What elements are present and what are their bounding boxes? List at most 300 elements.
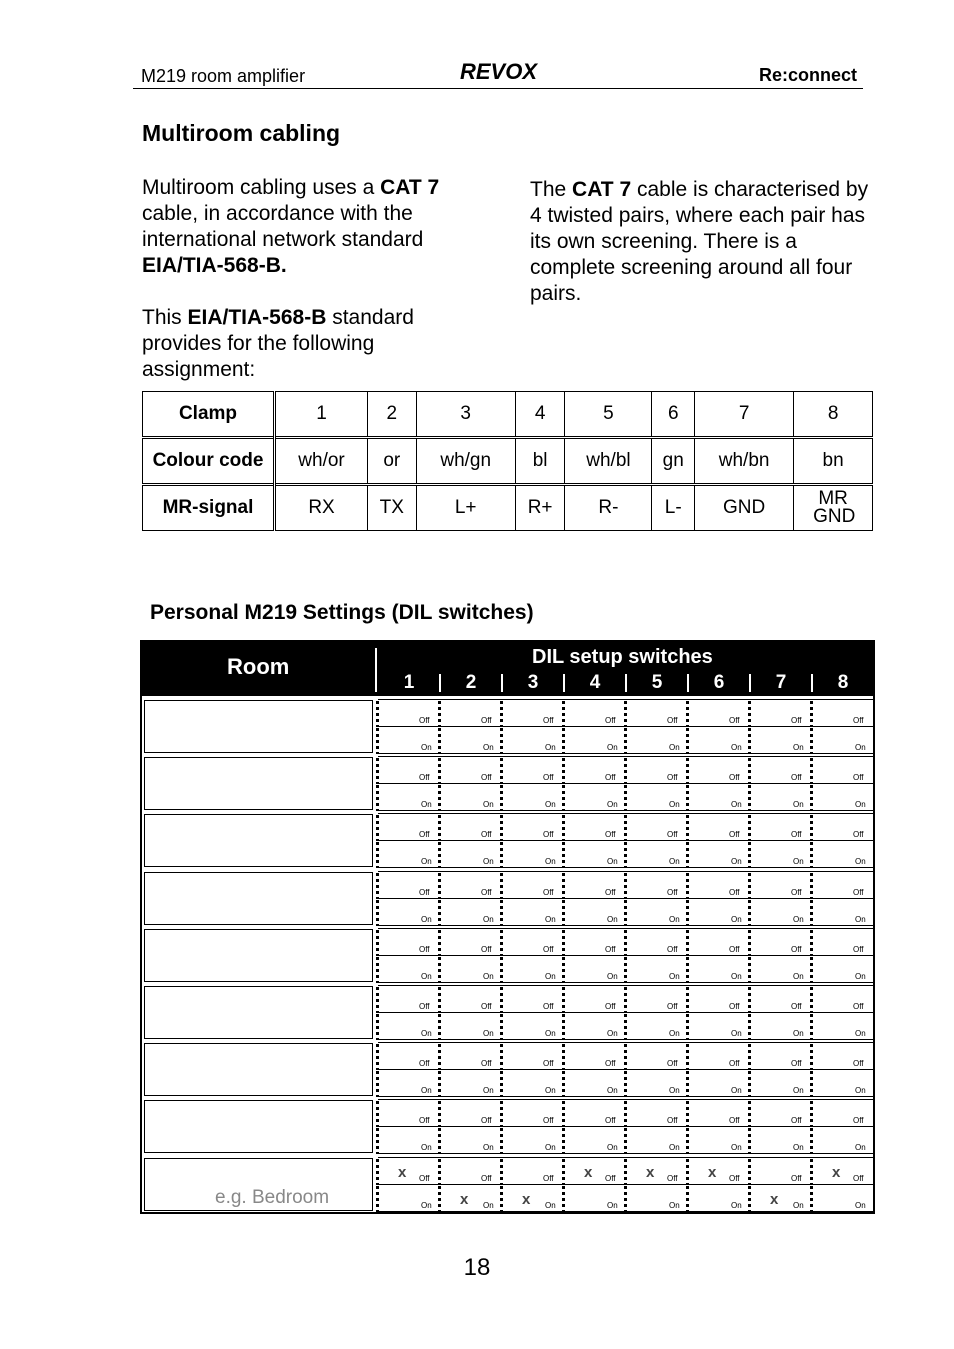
assignment-cell: 3 [416, 392, 515, 438]
switch-slot [624, 957, 627, 983]
room-name-cell[interactable] [144, 929, 373, 982]
switch-slot [686, 1128, 689, 1154]
switch-number: 6 [713, 672, 725, 693]
on-label[interactable]: On [793, 971, 804, 981]
switch-slot [624, 900, 627, 926]
on-label[interactable]: On [731, 857, 742, 867]
on-label[interactable]: On [421, 1200, 432, 1210]
switch-x-mark: x [460, 1190, 469, 1208]
off-label[interactable]: Off [729, 1002, 740, 1011]
off-label[interactable]: Off [543, 887, 554, 897]
off-label[interactable]: Off [853, 1173, 864, 1183]
switch-slot [748, 1101, 751, 1127]
on-label[interactable]: On [421, 800, 432, 810]
switch-slot [438, 1044, 441, 1070]
switch-slot [438, 1014, 441, 1040]
switch-slot [562, 815, 565, 841]
section-title: Multiroom cabling [142, 120, 341, 146]
on-label[interactable]: On [421, 1086, 432, 1096]
settings-row [142, 870, 873, 927]
switch-slot [686, 842, 689, 868]
switch-slot [562, 930, 565, 956]
off-label[interactable]: Off [419, 1059, 430, 1069]
off-label[interactable]: Off [543, 773, 554, 783]
switch-slot [438, 987, 441, 1013]
switch-x-mark: x [584, 1163, 593, 1181]
off-label[interactable]: Off [605, 773, 616, 783]
off-label[interactable]: Off [419, 1116, 430, 1126]
revox-logo [458, 58, 553, 84]
switch-slot [810, 1159, 813, 1185]
on-label[interactable]: On [483, 857, 494, 867]
off-label[interactable]: Off [605, 830, 616, 840]
off-label[interactable]: Off [481, 716, 492, 725]
on-label[interactable]: On [731, 1086, 742, 1096]
off-label[interactable]: Off [543, 944, 554, 954]
on-label[interactable]: On [607, 1086, 618, 1096]
on-label[interactable]: On [855, 1086, 866, 1096]
number-separator [439, 674, 441, 692]
off-label[interactable]: Off [791, 1002, 802, 1011]
assignment-cell: wh/bl [565, 438, 652, 485]
page-number: 18 [463, 1254, 491, 1281]
on-label[interactable]: On [545, 1200, 556, 1210]
switch-slot [748, 1071, 751, 1097]
switch-slot [810, 1128, 813, 1154]
on-label[interactable]: On [421, 1143, 432, 1153]
off-label[interactable]: Off [481, 1059, 492, 1069]
switch-slot [810, 1186, 813, 1212]
room-name-cell[interactable] [144, 1100, 373, 1153]
off-label[interactable]: Off [853, 944, 864, 954]
off-label[interactable]: Off [729, 773, 740, 783]
switch-slot [810, 987, 813, 1013]
room-name-cell[interactable] [144, 814, 373, 867]
switch-slot [748, 1186, 751, 1212]
off-label[interactable]: Off [791, 887, 802, 897]
on-label[interactable]: On [421, 743, 432, 752]
switch-slot [562, 842, 565, 868]
off-label[interactable]: Off [419, 1173, 430, 1183]
room-name-cell[interactable] [144, 700, 373, 753]
row-line [378, 1042, 873, 1043]
off-label[interactable]: Off [791, 1059, 802, 1069]
on-label[interactable]: On [793, 1029, 804, 1038]
switch-x-mark: x [398, 1163, 407, 1181]
row-line [378, 699, 873, 700]
switch-slot [376, 785, 379, 811]
off-label[interactable]: Off [667, 773, 678, 783]
switch-slot [562, 1044, 565, 1070]
off-label[interactable]: Off [853, 1059, 864, 1069]
switch-slot [562, 728, 565, 754]
on-label[interactable]: On [483, 1086, 494, 1096]
switch-slot [624, 1159, 627, 1185]
on-label[interactable]: On [855, 971, 866, 981]
example-room-name: e.g. Bedroom [215, 1186, 330, 1208]
switch-slot [376, 900, 379, 926]
on-label[interactable]: On [545, 1143, 556, 1153]
off-label[interactable]: Off [419, 1002, 430, 1011]
off-label[interactable]: Off [605, 1173, 616, 1183]
on-label[interactable]: On [421, 971, 432, 981]
room-name-cell[interactable] [144, 1158, 373, 1211]
switch-slot [376, 842, 379, 868]
switch-number: 2 [465, 672, 477, 693]
off-label[interactable]: Off [791, 830, 802, 840]
assignment-cell: bn [794, 438, 873, 485]
switch-slot [810, 815, 813, 841]
switch-slot [686, 987, 689, 1013]
off-label[interactable]: Off [791, 1173, 802, 1183]
dil-table-header [142, 642, 873, 696]
off-label[interactable]: Off [729, 1059, 740, 1069]
switch-slot [376, 815, 379, 841]
switch-slot [624, 1101, 627, 1127]
assignment-cell: wh/gn [416, 438, 515, 485]
switch-slot [686, 758, 689, 784]
on-label[interactable]: On [421, 857, 432, 867]
switch-slot [810, 701, 813, 727]
assignment-cell: or [368, 438, 417, 485]
svg-text:REVOX: REVOX [460, 59, 538, 84]
off-label[interactable]: Off [543, 1002, 554, 1011]
switch-slot [562, 1128, 565, 1154]
switch-slot [562, 785, 565, 811]
switch-slot [376, 1159, 379, 1185]
off-label[interactable]: Off [667, 887, 678, 897]
assignment-cell: R+ [515, 485, 565, 531]
on-label[interactable]: On [731, 971, 742, 981]
on-label[interactable]: On [731, 1200, 742, 1210]
switch-number: 1 [403, 672, 415, 693]
on-label[interactable]: On [607, 1200, 618, 1210]
off-label[interactable]: Off [543, 1059, 554, 1069]
number-separator [625, 674, 627, 692]
switch-slot [500, 1014, 503, 1040]
off-label[interactable]: Off [419, 716, 430, 725]
switch-slot [562, 957, 565, 983]
on-label[interactable]: On [669, 1143, 680, 1153]
off-label[interactable]: Off [667, 1002, 678, 1011]
on-label[interactable]: On [669, 1200, 680, 1210]
assignment-cell: wh/bn [694, 438, 793, 485]
on-label[interactable]: On [731, 1143, 742, 1153]
switch-slot [438, 842, 441, 868]
switch-slot [624, 728, 627, 754]
off-label[interactable]: Off [667, 1059, 678, 1069]
on-label[interactable]: On [855, 1143, 866, 1153]
off-label[interactable]: Off [729, 944, 740, 954]
row-line [378, 928, 873, 929]
switch-slot [748, 987, 751, 1013]
off-label[interactable]: Off [853, 830, 864, 840]
on-label[interactable]: On [669, 800, 680, 810]
switch-slot [748, 728, 751, 754]
on-label[interactable]: On [545, 971, 556, 981]
assignment-table [142, 391, 873, 531]
settings-row [142, 1041, 873, 1098]
assignment-row [143, 392, 873, 438]
off-label[interactable]: Off [543, 1173, 554, 1183]
off-label[interactable]: Off [605, 716, 616, 725]
off-label[interactable]: Off [481, 1173, 492, 1183]
switch-slot [376, 930, 379, 956]
off-label[interactable]: Off [605, 1116, 616, 1126]
off-label[interactable]: Off [667, 1173, 678, 1183]
switch-slot [376, 1044, 379, 1070]
off-label[interactable]: Off [605, 1002, 616, 1011]
switch-slot [438, 1128, 441, 1154]
switch-slot [748, 842, 751, 868]
switch-slot [438, 1101, 441, 1127]
switch-number: 3 [527, 672, 539, 693]
switch-slot [810, 758, 813, 784]
switch-x-mark: x [646, 1163, 655, 1181]
on-label[interactable]: On [607, 800, 618, 810]
on-label[interactable]: On [855, 914, 866, 924]
on-label[interactable]: On [731, 743, 742, 752]
off-label[interactable]: Off [419, 887, 430, 897]
room-name-cell[interactable] [144, 1043, 373, 1096]
off-label[interactable]: Off [543, 1116, 554, 1126]
row-label: MR-signal [143, 485, 275, 531]
switch-slot [376, 701, 379, 727]
switch-slot [748, 1128, 751, 1154]
on-label[interactable]: On [545, 1086, 556, 1096]
standard-paragraph: This EIA/TIA-568-B standard provides for the following assignment: [142, 306, 414, 381]
on-label[interactable]: On [855, 1029, 866, 1038]
off-label[interactable]: Off [791, 944, 802, 954]
switch-slot [500, 842, 503, 868]
on-label[interactable]: On [607, 857, 618, 867]
on-label[interactable]: On [483, 1200, 494, 1210]
switch-slot [686, 1071, 689, 1097]
switch-slot [624, 873, 627, 899]
switch-number: 7 [775, 672, 787, 693]
on-label[interactable]: On [731, 1029, 742, 1038]
off-label[interactable]: Off [543, 716, 554, 725]
off-label[interactable]: Off [791, 773, 802, 783]
off-label[interactable]: Off [853, 1002, 864, 1011]
on-label[interactable]: On [855, 743, 866, 752]
assignment-row [143, 485, 873, 531]
on-label[interactable]: On [669, 971, 680, 981]
assignment-cell: L- [652, 485, 695, 531]
switch-slot [500, 758, 503, 784]
on-label[interactable]: On [545, 1029, 556, 1038]
switch-slot [748, 900, 751, 926]
switch-slot [624, 1014, 627, 1040]
on-label[interactable]: On [793, 743, 804, 752]
switch-slot [562, 1186, 565, 1212]
on-label[interactable]: On [483, 971, 494, 981]
off-label[interactable]: Off [667, 944, 678, 954]
on-label[interactable]: On [669, 914, 680, 924]
on-label[interactable]: On [483, 1029, 494, 1038]
switch-slot [624, 1186, 627, 1212]
off-label[interactable]: Off [729, 1116, 740, 1126]
switch-slot [438, 900, 441, 926]
off-label[interactable]: Off [667, 1116, 678, 1126]
off-label[interactable]: Off [419, 944, 430, 954]
switch-slot [438, 1186, 441, 1212]
assignment-cell: TX [368, 485, 417, 531]
on-label[interactable]: On [793, 857, 804, 867]
off-label[interactable]: Off [481, 773, 492, 783]
switch-slot [748, 785, 751, 811]
switch-slot [810, 957, 813, 983]
room-name-cell[interactable] [144, 757, 373, 810]
settings-row [142, 698, 873, 755]
row-line [378, 1099, 873, 1100]
switch-slot [686, 1159, 689, 1185]
switch-x-mark: x [708, 1163, 717, 1181]
switch-number: 8 [837, 672, 849, 693]
on-label[interactable]: On [793, 914, 804, 924]
off-label[interactable]: Off [543, 830, 554, 840]
on-label[interactable]: On [545, 743, 556, 752]
switch-slot [686, 930, 689, 956]
off-label[interactable]: Off [729, 1173, 740, 1183]
on-label[interactable]: On [669, 1029, 680, 1038]
switch-slot [438, 957, 441, 983]
switch-slot [748, 957, 751, 983]
off-label[interactable]: Off [419, 830, 430, 840]
assignment-row [143, 438, 873, 485]
off-label[interactable]: Off [853, 773, 864, 783]
on-label[interactable]: On [545, 914, 556, 924]
cable-paragraph: The CAT 7 cable is characterised by 4 twisted pairs, where each pair has its own screening. There is a complete screening around all four pairs. [530, 178, 869, 305]
switch-slot [500, 1044, 503, 1070]
switch-slot [810, 1044, 813, 1070]
on-label[interactable]: On [793, 1086, 804, 1096]
off-label[interactable]: Off [729, 887, 740, 897]
on-label[interactable]: On [793, 1143, 804, 1153]
on-label[interactable]: On [607, 1029, 618, 1038]
switch-slot [438, 758, 441, 784]
settings-row [142, 984, 873, 1041]
off-label[interactable]: Off [481, 1002, 492, 1011]
off-label[interactable]: Off [605, 944, 616, 954]
on-label[interactable]: On [793, 1200, 804, 1210]
on-label[interactable]: On [545, 800, 556, 810]
on-label[interactable]: On [669, 1086, 680, 1096]
switch-x-mark: x [770, 1190, 779, 1208]
off-label[interactable]: Off [419, 773, 430, 783]
off-label[interactable]: Off [853, 716, 864, 725]
room-column-header: Room [227, 654, 290, 679]
row-label: Clamp [143, 392, 275, 438]
off-label[interactable]: Off [729, 830, 740, 840]
assignment-cell: R- [565, 485, 652, 531]
switch-slot [562, 701, 565, 727]
on-label[interactable]: On [731, 800, 742, 810]
switches-column-header: DIL setup switches [532, 646, 713, 668]
on-label[interactable]: On [731, 914, 742, 924]
switch-slot [500, 1128, 503, 1154]
off-label[interactable]: Off [791, 716, 802, 725]
switch-slot [686, 873, 689, 899]
room-name-cell[interactable] [144, 986, 373, 1039]
on-label[interactable]: On [855, 1200, 866, 1210]
off-label[interactable]: Off [481, 1116, 492, 1126]
switch-slot [438, 701, 441, 727]
room-name-cell[interactable] [144, 872, 373, 925]
switch-slot [810, 1014, 813, 1040]
header-divider [375, 648, 377, 692]
on-label[interactable]: On [855, 800, 866, 810]
dil-switch-table [140, 640, 875, 1214]
on-label[interactable]: On [607, 1143, 618, 1153]
off-label[interactable]: Off [605, 887, 616, 897]
on-label[interactable]: On [483, 743, 494, 752]
switch-slot [562, 900, 565, 926]
switch-slot [500, 728, 503, 754]
assignment-cell: 2 [368, 392, 417, 438]
settings-row [142, 755, 873, 812]
row-line [378, 756, 873, 757]
off-label[interactable]: Off [791, 1116, 802, 1126]
off-label[interactable]: Off [853, 887, 864, 897]
on-label[interactable]: On [607, 971, 618, 981]
off-label[interactable]: Off [481, 830, 492, 840]
on-label[interactable]: On [793, 800, 804, 810]
row-line [378, 1157, 873, 1158]
off-label[interactable]: Off [729, 716, 740, 725]
assignment-cell: L+ [416, 485, 515, 531]
on-label[interactable]: On [483, 800, 494, 810]
on-label[interactable]: On [483, 1143, 494, 1153]
switch-slot [810, 930, 813, 956]
off-label[interactable]: Off [667, 830, 678, 840]
switch-slot [438, 785, 441, 811]
on-label[interactable]: On [483, 914, 494, 924]
switch-slot [376, 728, 379, 754]
on-label[interactable]: On [421, 914, 432, 924]
off-label[interactable]: Off [481, 944, 492, 954]
switch-slot [500, 785, 503, 811]
switch-slot [376, 873, 379, 899]
switch-slot [624, 815, 627, 841]
on-label[interactable]: On [607, 743, 618, 752]
on-label[interactable]: On [607, 914, 618, 924]
off-label[interactable]: Off [481, 887, 492, 897]
row-line [378, 985, 873, 986]
off-label[interactable]: Off [605, 1059, 616, 1069]
switch-slot [562, 987, 565, 1013]
switch-slot [500, 1101, 503, 1127]
on-label[interactable]: On [669, 743, 680, 752]
row-label: Colour code [143, 438, 275, 485]
switch-slot [686, 815, 689, 841]
on-label[interactable]: On [545, 857, 556, 867]
on-label[interactable]: On [855, 857, 866, 867]
number-separator [501, 674, 503, 692]
switch-slot [376, 1186, 379, 1212]
switch-slot [562, 873, 565, 899]
off-label[interactable]: Off [667, 716, 678, 725]
switch-slot [810, 900, 813, 926]
switch-slot [500, 930, 503, 956]
switch-slot [376, 987, 379, 1013]
switch-slot [438, 930, 441, 956]
off-label[interactable]: Off [853, 1116, 864, 1126]
switch-slot [686, 957, 689, 983]
on-label[interactable]: On [669, 857, 680, 867]
on-label[interactable]: On [421, 1029, 432, 1038]
assignment-cell: 8 [794, 392, 873, 438]
